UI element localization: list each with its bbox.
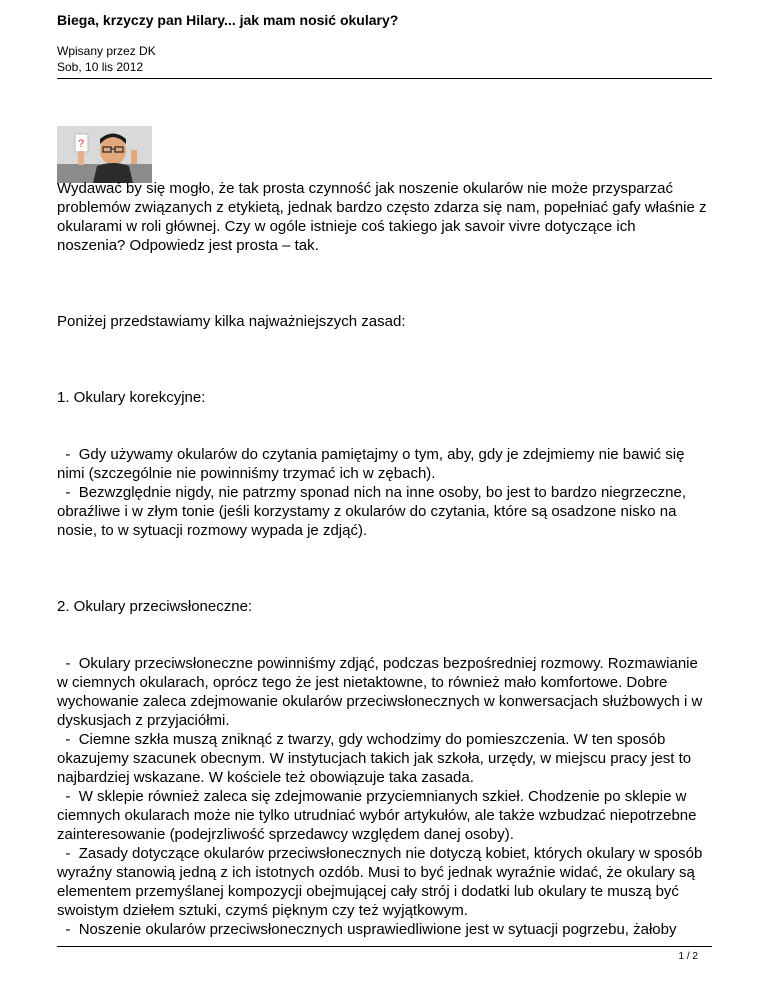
list-item xyxy=(57,730,707,787)
bullet: - xyxy=(65,655,71,672)
bullet: - xyxy=(65,921,71,938)
list-item xyxy=(57,844,707,920)
bullet: - xyxy=(65,446,71,463)
footer-divider xyxy=(57,946,712,947)
list-item xyxy=(57,920,707,939)
section2-heading: 2. Okulary przeciwsłoneczne: xyxy=(57,598,253,615)
list-item-text: Zasady dotyczące okularów przeciwsłonecznych nie dotyczą kobiet, których okulary w sposób wyraźny stanowią jedną z ich istotnych ozdób. Musi to być jednak wyraźnie widać, że okulary są elementem przemyślanej kompozycji obejmującej cały strój i dodatki lub okulary te muszą być swoistym dziełem sztuki, czymś pięknym czy też wyjątkowym. xyxy=(57,845,703,919)
list-item-text: Bezwzględnie nigdy, nie patrzmy sponad nich na inne osoby, bo jest to bardzo niegrzeczne, obraźliwe i w złym tonie (jeśli korzystamy z okularów do czytania, które są osadzone nisko na nosie, to w sytuacji rozmowy wypada je zdjąć). xyxy=(57,484,686,539)
bullet: - xyxy=(65,484,71,501)
lead-paragraph: Poniżej przedstawiamy kilka najważniejszych zasad: xyxy=(57,313,406,330)
list-item-text: Noszenie okularów przeciwsłonecznych usprawiedliwione jest w sytuacji pogrzebu, żałoby xyxy=(78,921,677,938)
list-item-text: Gdy używamy okularów do czytania pamiętajmy o tym, aby, gdy je zdejmiemy nie bawić się nimi (szczególnie nie powinniśmy trzymać ich w zębach). xyxy=(57,446,685,482)
bullet: - xyxy=(65,731,71,748)
list-item-text: Okulary przeciwsłoneczne powinniśmy zdjąć, podczas bezpośredniej rozmowy. Rozmawianie w ciemnych okularach, oprócz tego że jest nietaktowne, to również mało komfortowe. Dobre wychowanie zaleca zdejmowanie okularów przeciwsłonecznych w konwersacjach służbowych i w dyskusjach z przyjaciółmi. xyxy=(57,655,703,729)
article-photo xyxy=(57,126,152,183)
list-item xyxy=(57,787,707,844)
bullet: - xyxy=(65,845,71,862)
list-item xyxy=(57,483,707,540)
article-body xyxy=(57,179,707,939)
article-title: Biega, krzyczy pan Hilary... jak mam nosić okulary? xyxy=(57,12,399,28)
bullet: - xyxy=(65,788,71,805)
sign-text: ? xyxy=(78,138,85,150)
section1-heading: 1. Okulary korekcyjne: xyxy=(57,389,206,406)
page-number: 1 / 2 xyxy=(678,951,698,962)
list-item-text: Ciemne szkła muszą zniknąć z twarzy, gdy wchodzimy do pomieszczenia. W ten sposób okazujemy szacunek obecnym. W instytucjach takich jak szkoła, urzędy, w miejscu pracy jest to najbardziej wskazane. W kościele też obowiązuje taka zasada. xyxy=(57,731,692,786)
list-item xyxy=(57,445,707,483)
confused-man-image xyxy=(57,126,152,183)
article-meta xyxy=(57,43,156,75)
date-line: Sob, 10 lis 2012 xyxy=(57,60,144,74)
header-divider xyxy=(57,78,712,79)
list-item xyxy=(57,654,707,730)
author-line: Wpisany przez DK xyxy=(57,44,156,58)
list-item-text: W sklepie również zaleca się zdejmowanie przyciemnianych szkieł. Chodzenie po sklepie w ciemnych okularach może nie tylko utrudniać wybór artykułów, ale także wzbudzać niepotrzebne zainteresowanie (podejrzliwość sprzedawcy względem danej osoby). xyxy=(57,788,697,843)
intro-paragraph: Wydawać by się mogło, że tak prosta czynność jak noszenie okularów nie może przysparzać problemów związanych z etykietą, jednak bardzo często zdarza się nam, popełniać gafy właśnie z okularami w roli głównej. Czy w ogóle istnieje coś takiego jak savoir vivre dotyczące ich noszenia? Odpowiedz jest prosta – tak. xyxy=(57,180,707,254)
